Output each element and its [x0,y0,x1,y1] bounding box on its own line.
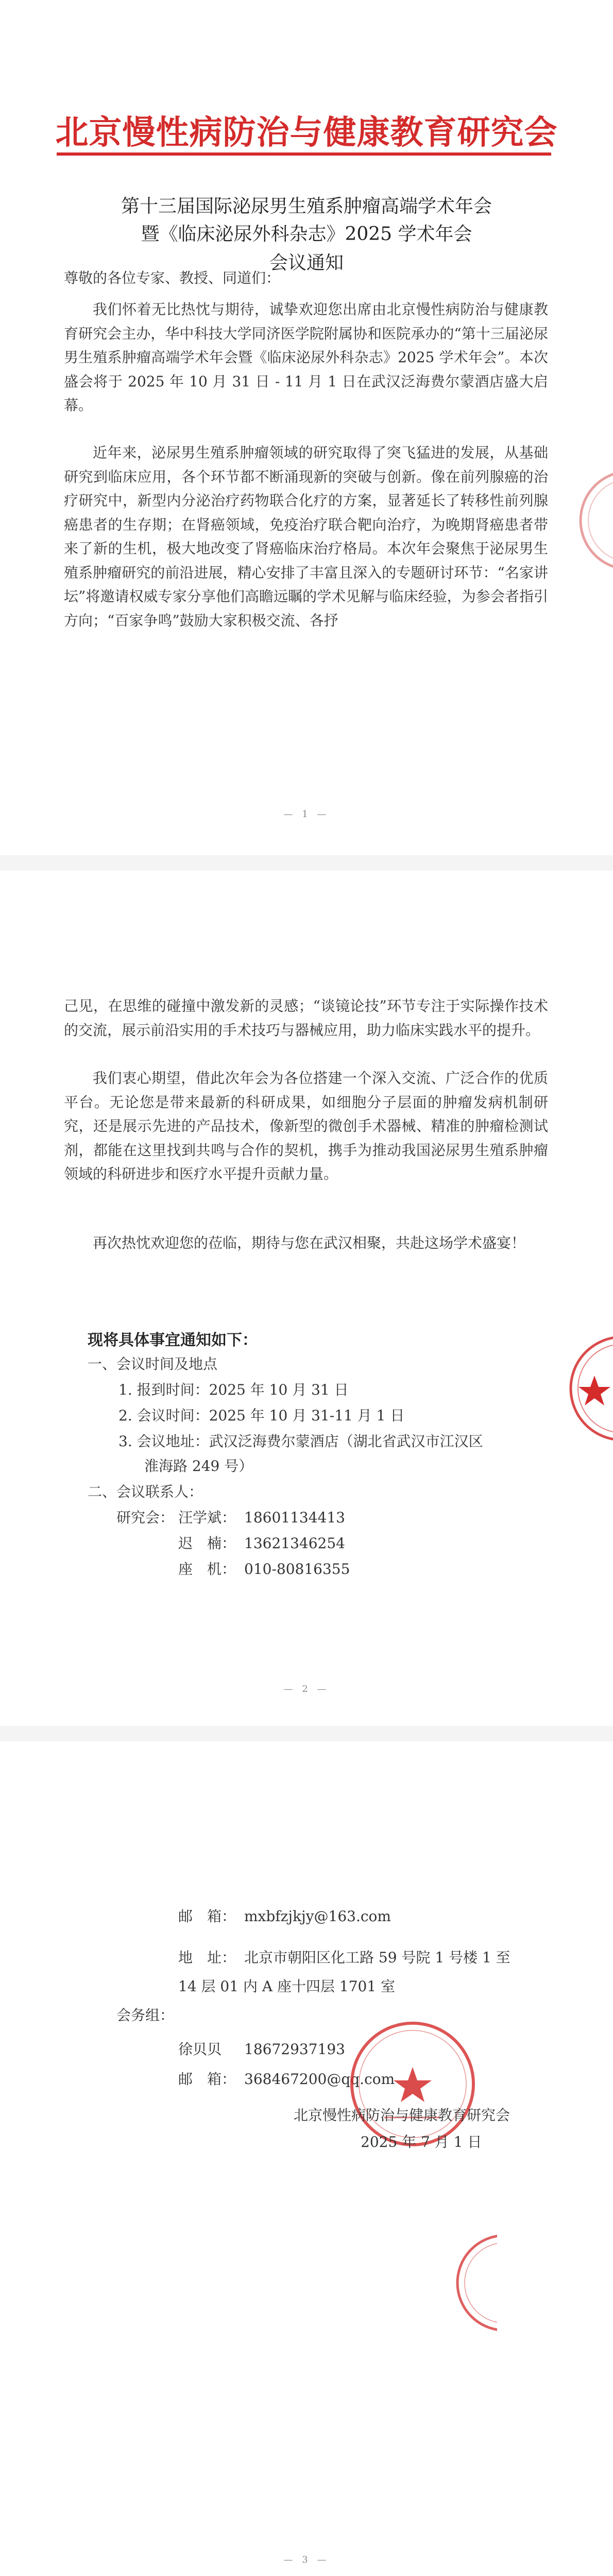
contact-2-phone: 13621346254 [244,1535,345,1552]
contact-1-name: 汪学斌： [178,1509,236,1526]
title-line-2: 暨《临床泌尿外科杂志》2025 学术年会 [141,224,472,245]
email-value: mxbfzjkjy@163.com [244,1908,391,1925]
page-number-2: — 2 — [283,1684,330,1694]
item-meeting-time: 2. 会议时间：2025 年 10 月 31-11 月 1 日 [118,1407,405,1424]
contact-2-name: 迟 楠： [178,1535,236,1552]
seal-stamp-edge-3 [451,2229,497,2337]
official-seal [348,2020,477,2148]
body-paragraph-4: 再次热忱欢迎您的莅临，期待与您在武汉相聚，共赴这场学术盛宴！ [93,1234,526,1251]
seal-stamp-edge-2 [564,1329,613,1448]
header-rule [57,152,551,156]
address-label: 地 址： [178,1949,236,1966]
contact-3-phone: 010-80816355 [244,1561,350,1578]
page-number-3: — 3 — [283,2554,330,2565]
contact-org-label: 研究会： [116,1509,175,1526]
signature-org: 北京慢性病防治与健康教育研究会 [294,2107,510,2124]
body-paragraph-2: 近年来，泌尿男生殖系肿瘤领域的研究取得了突飞猛进的发展，从基础研究到临床应用，各个环节都不断涌现新的突破与创新。像在前列腺癌的治疗研究中，新型内分泌治疗药物联合化疗的方案，显著延长了转移性前列腺癌患者的生存期；在肾癌领域，免疫治疗联合靶向治疗，为晚期肾癌患者带来了新的生机，极大地改变了肾癌临床治疗格局。本次年会聚焦于泌尿男生殖系肿瘤研究的前沿进展，精心安排了丰富且深入的专题研讨环节：“名家讲坛”将邀请权威专家分享他们高瞻远瞩的学术见解与临床经验，为参会者指引方向；“百家争鸣”鼓励大家积极交流、各抒 [64,444,548,629]
page-number-1: — 1 — [283,809,330,820]
body-paragraph-1: 我们怀着无比热忱与期待，诚挚欢迎您出席由北京慢性病防治与健康教育研究会主办，华中科技大学同济医学院附属协和医院承办的“第十三届泌尿男生殖系肿瘤高端学术年会暨《临床泌尿外科杂志》2025 学术年会”。本次盛会将于 2025 年 10 月 31 日 - 11 月 1 日在武汉泛海费尔蒙酒店盛大启幕。 [64,301,548,414]
title-line-3: 会议通知 [269,252,344,274]
item-meeting-address-2: 淮海路 249 号） [144,1458,253,1475]
title-line-1: 第十三届国际泌尿男生殖系肿瘤高端学术年会 [121,196,492,217]
seal-stamp-edge-1 [573,466,613,574]
section-2-heading: 二、会议联系人： [88,1483,203,1500]
body-paragraph-2-cont: 己见，在思维的碰撞中激发新的灵感；“谈镜论技”环节专注于实际操作技术的交流，展示前沿实用的手术技巧与器械应用，助力临床实践水平的提升。 [64,997,548,1039]
address-line-2: 14 层 01 内 A 座十四层 1701 室 [178,1978,396,1995]
group-email-value: 368467200@qq.com [244,2071,395,2088]
greeting: 尊敬的各位专家、教授、同道们： [64,269,281,286]
signature-date: 2025 年 7 月 1 日 [361,2133,482,2150]
address-line-1: 北京市朝阳区化工路 59 号院 1 号楼 1 至 [244,1949,510,1966]
group-label: 会务组： [116,2007,175,2024]
email-label: 邮 箱： [178,1908,236,1925]
page-3 [0,1741,613,2576]
org-header: 北京慢性病防治与健康教育研究会 [55,114,558,152]
item-meeting-address-1: 3. 会议地址：武汉泛海费尔蒙酒店（湖北省武汉市江汉区 [118,1433,483,1450]
group-contact-name: 徐贝贝 [178,2041,222,2058]
page-2 [0,871,613,1726]
group-contact-phone: 18672937193 [244,2041,345,2058]
section-1-heading: 一、会议时间及地点 [88,1355,218,1372]
contact-3-name: 座 机： [178,1561,236,1578]
body-paragraph-3: 我们衷心期望，借此次年会为各位搭建一个深入交流、广泛合作的优质平台。无论您是带来最新的科研成果，如细胞分子层面的肿瘤发病机制研究，还是展示先进的产品技术，像新型的微创手术器械、精准的肿瘤检测试剂，都能在这里找到共鸣与合作的契机，携手为推动我国泌尿男生殖系肿瘤领域的科研进步和医疗水平提升贡献力量。 [64,1070,548,1182]
details-heading: 现将具体事宜通知如下： [88,1331,258,1349]
contact-1-phone: 18601134413 [244,1509,345,1526]
page-1 [0,0,613,855]
group-email-label: 邮 箱： [178,2071,236,2088]
item-checkin-time: 1. 报到时间：2025 年 10 月 31 日 [118,1381,349,1398]
